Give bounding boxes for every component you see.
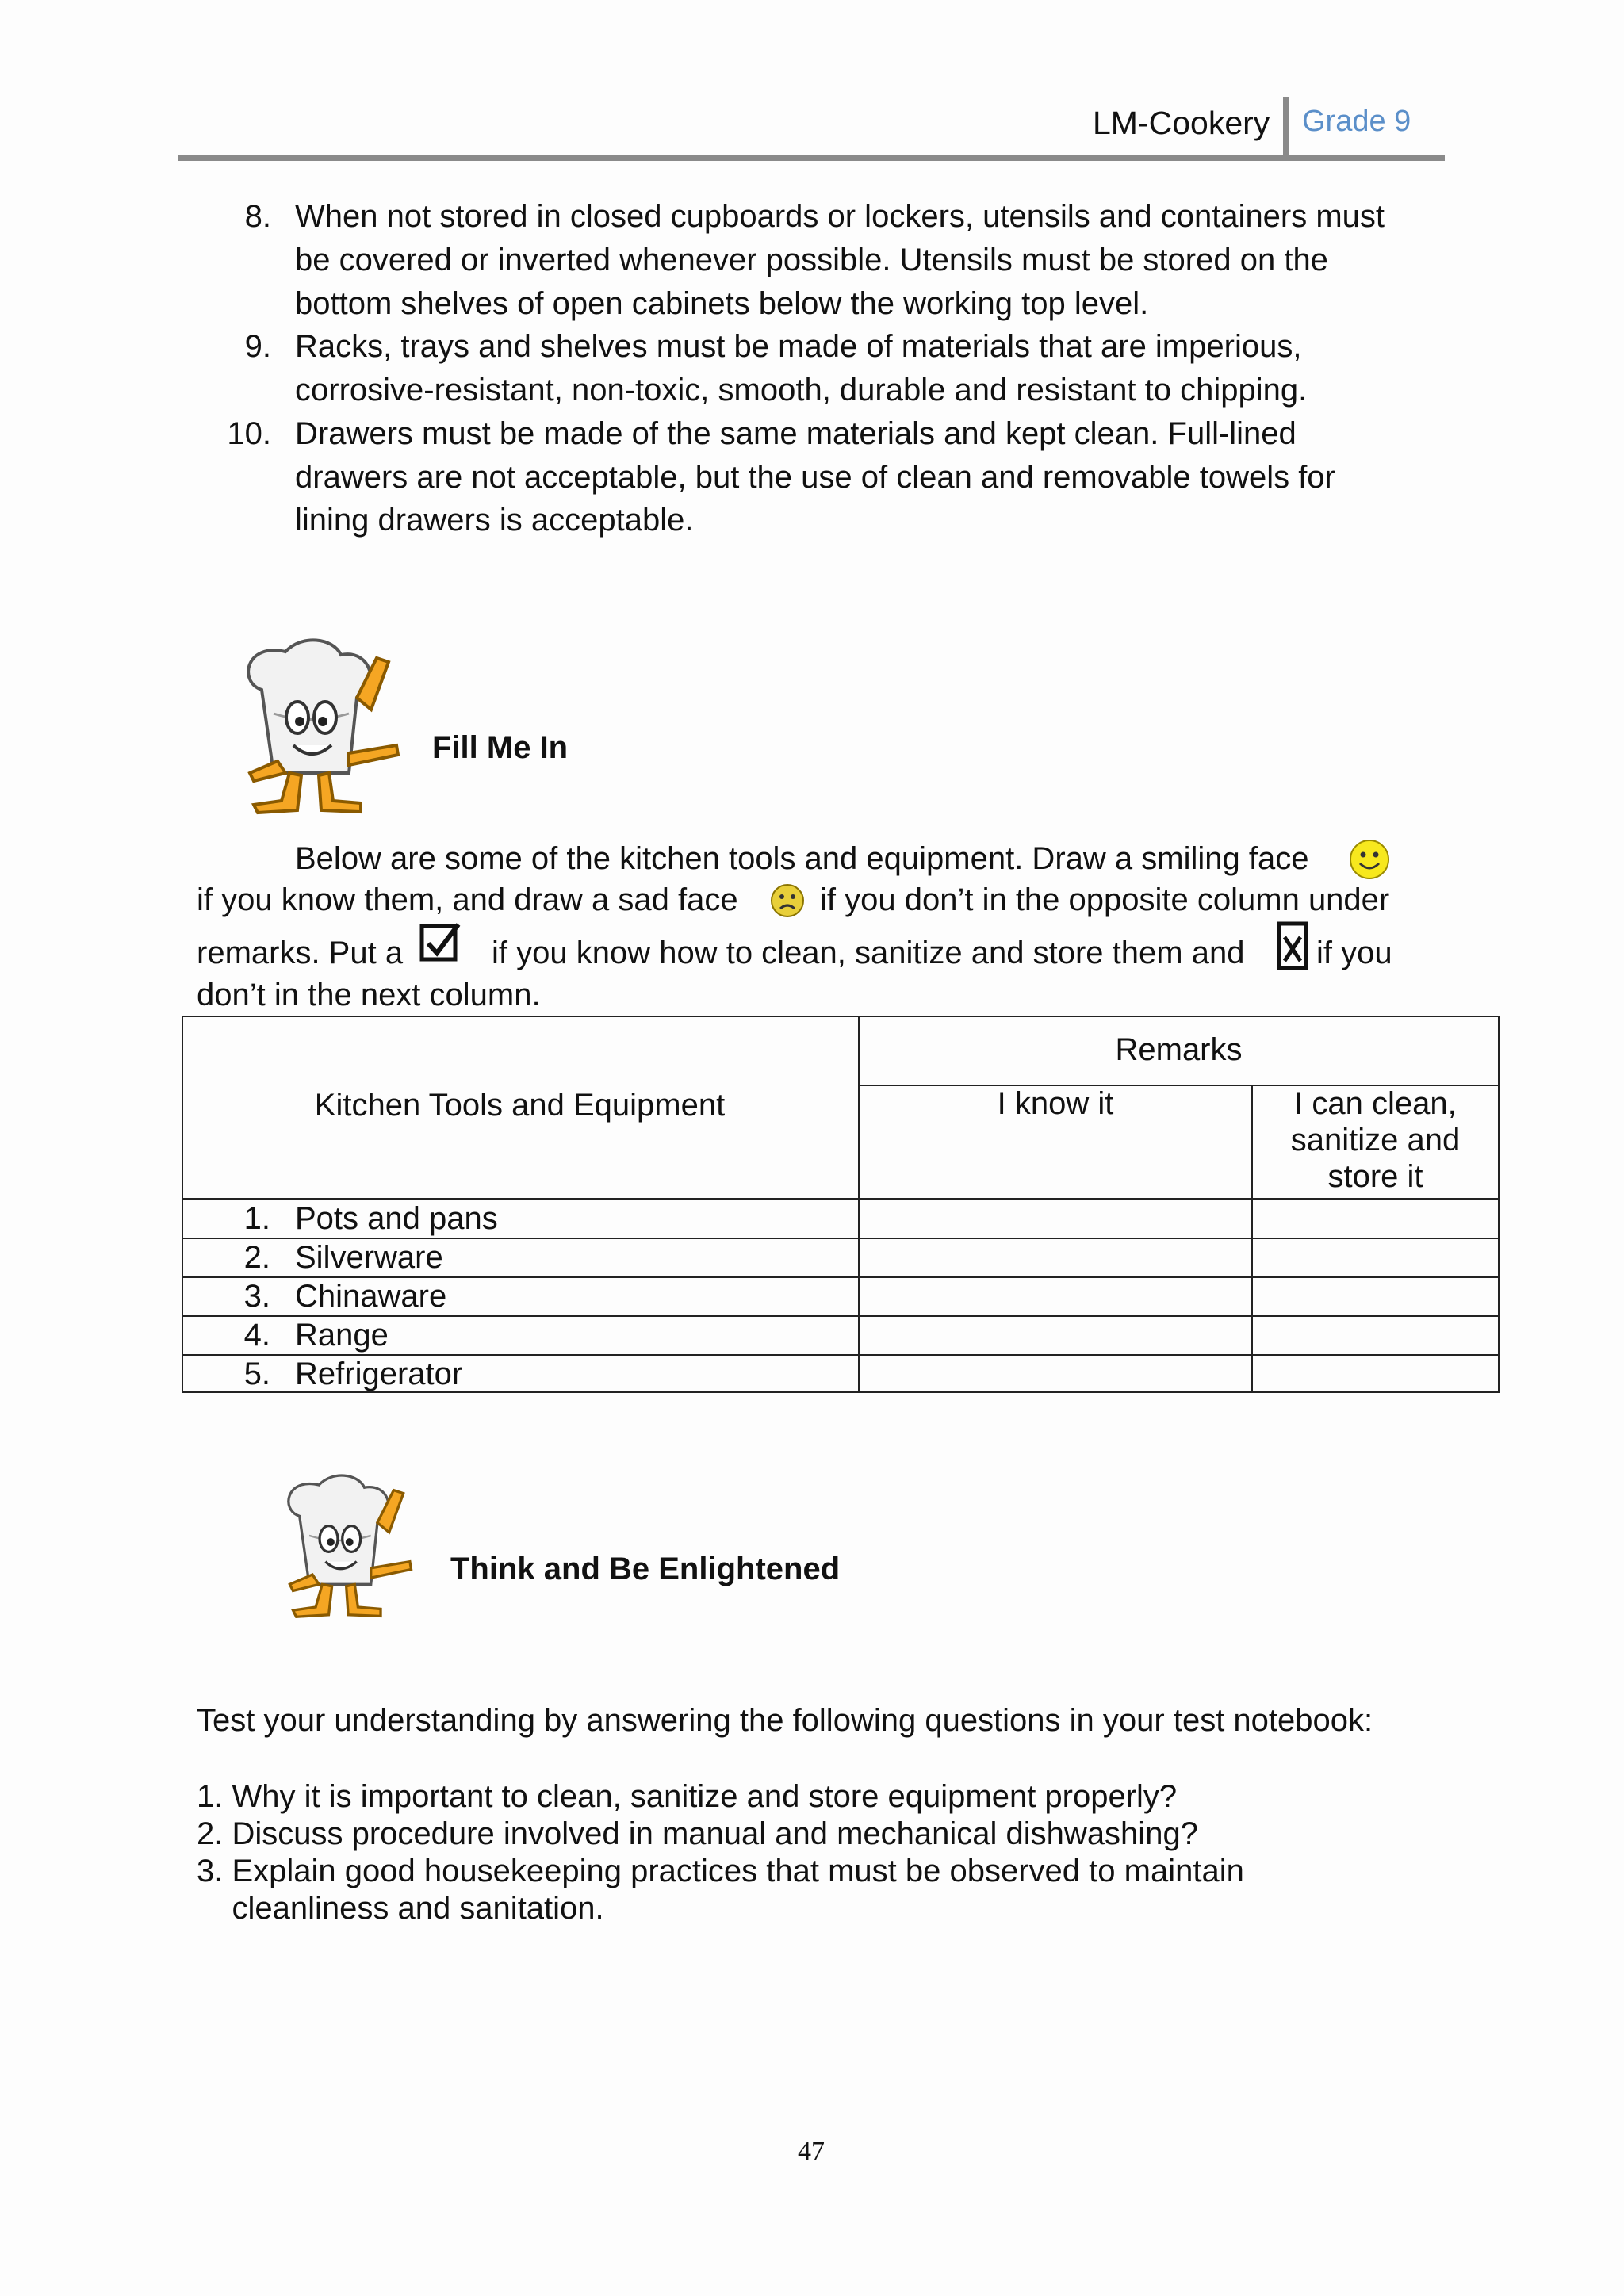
- checkbox-x-icon: [1277, 921, 1310, 970]
- instruction-line: if you: [1316, 936, 1392, 970]
- table-row-item: Chinaware: [295, 1279, 447, 1314]
- list-number: 8.: [244, 199, 271, 234]
- instruction-line: don’t in the next column.: [197, 978, 541, 1012]
- table-border: [182, 1016, 1500, 1017]
- table-border: [182, 1016, 183, 1393]
- list-item-line: Drawers must be made of the same materials and kept clean. Full-lined: [295, 416, 1297, 451]
- list-item-line: lining drawers is acceptable.: [295, 503, 694, 538]
- table-row-number: 2.: [243, 1240, 270, 1275]
- section-heading-fill-me-in: Fill Me In: [432, 730, 569, 765]
- answer-cell-know-2[interactable]: [860, 1278, 1251, 1315]
- smiley-face-icon: [1348, 838, 1391, 881]
- instruction-line: remarks. Put a: [197, 936, 404, 970]
- list-item-line: corrosive-resistant, non-toxic, smooth, durable and resistant to chipping.: [295, 373, 1308, 408]
- header-rule: [178, 155, 1445, 161]
- chef-mascot-icon: [230, 634, 404, 818]
- list-item-line: drawers are not acceptable, but the use of clean and removable towels for: [295, 460, 1335, 495]
- table-row-item: Pots and pans: [295, 1201, 498, 1236]
- list-number: 10.: [227, 416, 271, 451]
- answer-cell-know-3[interactable]: [860, 1317, 1251, 1354]
- section-heading-think: Think and Be Enlightened: [450, 1552, 841, 1586]
- table-row-item: Refrigerator: [295, 1357, 463, 1391]
- question-item: 2. Discuss procedure involved in manual and mechanical dishwashing?: [197, 1816, 1198, 1851]
- table-header-remarks: Remarks: [1115, 1032, 1243, 1067]
- table-row-item: Range: [295, 1318, 389, 1353]
- instruction-line: if you don’t in the opposite column under: [820, 882, 1390, 917]
- answer-cell-know-4[interactable]: [860, 1356, 1251, 1391]
- header-line: sanitize and: [1290, 1123, 1461, 1158]
- list-item-line: be covered or inverted whenever possible. Utensils must be stored on the: [295, 243, 1328, 277]
- table-border: [1498, 1016, 1500, 1393]
- table-row-number: 3.: [243, 1279, 270, 1314]
- table-row-number: 5.: [243, 1357, 270, 1391]
- question-item: cleanliness and sanitation.: [197, 1891, 604, 1926]
- sad-face-icon: [769, 882, 806, 919]
- table-header-can-clean: [1253, 1085, 1498, 1195]
- header-title: LM-Cookery: [1093, 105, 1270, 141]
- page-number: 47: [798, 2137, 825, 2166]
- chef-mascot-icon: [266, 1471, 424, 1621]
- think-intro: Test your understanding by answering the following questions in your test notebook:: [197, 1703, 1373, 1738]
- table-header-know-it: I know it: [997, 1086, 1114, 1121]
- table-header-tools: Kitchen Tools and Equipment: [314, 1088, 726, 1123]
- table-row-number: 1.: [243, 1201, 270, 1236]
- header-line: store it: [1327, 1159, 1423, 1194]
- instruction-line: Below are some of the kitchen tools and equipment. Draw a smiling face: [295, 841, 1309, 876]
- table-row-number: 4.: [243, 1318, 270, 1353]
- instruction-line: if you know how to clean, sanitize and store them and: [492, 936, 1245, 970]
- header-grade: Grade 9: [1302, 105, 1411, 138]
- answer-cell-know-1[interactable]: [860, 1239, 1251, 1276]
- table-row-item: Silverware: [295, 1240, 443, 1275]
- instruction-line: if you know them, and draw a sad face: [197, 882, 738, 917]
- checkbox-check-icon: [419, 920, 463, 964]
- list-item-line: When not stored in closed cupboards or lockers, utensils and containers must: [295, 199, 1385, 234]
- answer-cell-clean-3[interactable]: [1253, 1317, 1498, 1354]
- answer-cell-clean-4[interactable]: [1253, 1356, 1498, 1391]
- header-line: I can clean,: [1294, 1086, 1457, 1121]
- kitchen-tools-table: [182, 1016, 1500, 1393]
- answer-cell-clean-1[interactable]: [1253, 1239, 1498, 1276]
- question-item: 1. Why it is important to clean, sanitize and store equipment properly?: [197, 1779, 1178, 1814]
- header-separator: [1283, 97, 1289, 160]
- list-item-line: Racks, trays and shelves must be made of materials that are imperious,: [295, 329, 1302, 364]
- question-item: 3. Explain good housekeeping practices that must be observed to maintain: [197, 1854, 1244, 1888]
- answer-cell-clean-2[interactable]: [1253, 1278, 1498, 1315]
- list-item-line: bottom shelves of open cabinets below the working top level.: [295, 286, 1149, 321]
- list-number: 9.: [244, 329, 271, 364]
